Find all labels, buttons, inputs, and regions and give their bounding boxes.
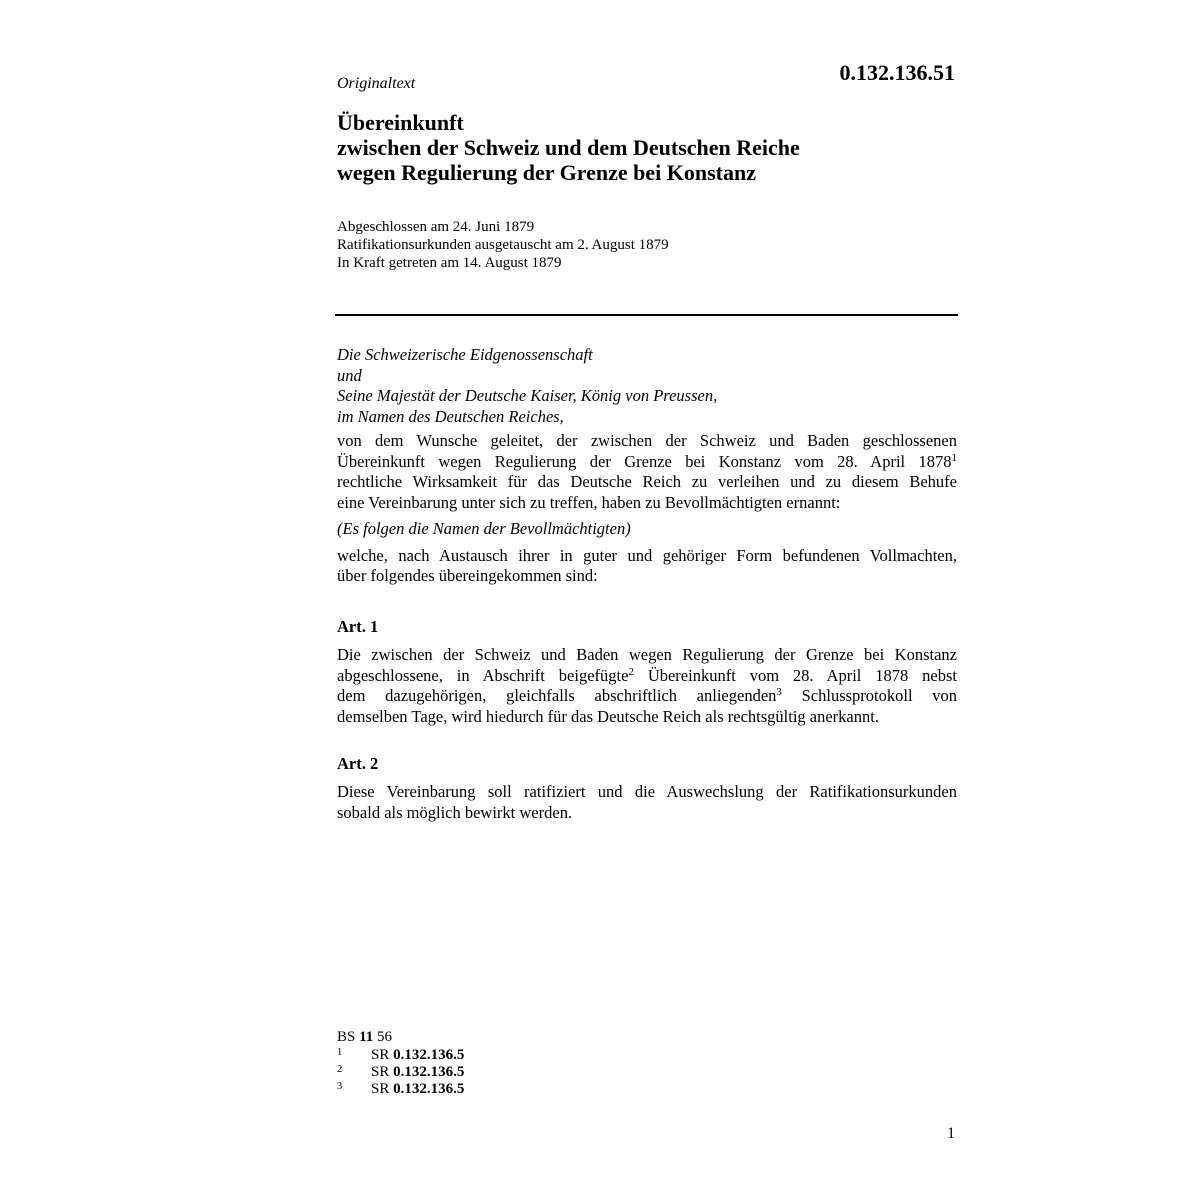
party-line: Die Schweizerische Eidgenossenschaft xyxy=(337,345,593,364)
text-segment: Übereinkunft vom 28. April 1878 nebst xyxy=(633,665,957,685)
text-segment: Übereinkunft wegen Regulierung der Grenze bei Konstanz vom 28. April 1878 xyxy=(337,451,952,471)
text-line: Diese Vereinbarung soll ratifiziert und die Auswechslung der Ratifikationsurkunden xyxy=(337,782,957,801)
text-segment: abgeschlossene, in Abschrift beigefügte xyxy=(337,665,629,685)
article-1-heading: Art. 1 xyxy=(337,617,379,636)
header-divider xyxy=(335,314,958,316)
preamble xyxy=(337,345,957,587)
text-line: Die zwischen der Schweiz und Baden wegen Regulierung der Grenze bei Konstanz xyxy=(337,645,957,664)
treaty-dates xyxy=(337,218,957,272)
footnote-text xyxy=(371,1081,464,1098)
text-line xyxy=(337,686,957,707)
preamble-paragraph-2 xyxy=(337,546,957,587)
text-line: über folgendes übereingekommen sind: xyxy=(337,566,598,585)
plenipotentiaries-note: (Es folgen die Namen der Bevollmächtigten) xyxy=(337,519,631,538)
page-number: 1 xyxy=(947,1125,955,1142)
text-line xyxy=(337,452,957,473)
party-line: Seine Majestät der Deutsche Kaiser, König von Preussen, xyxy=(337,386,718,405)
entry-into-force-date: In Kraft getreten am 14. August 1879 xyxy=(337,255,562,271)
bs-page: 56 xyxy=(373,1029,393,1045)
footnote-link[interactable]: 0.132.136.5 xyxy=(393,1081,465,1097)
party-line: und xyxy=(337,365,362,385)
article-2-body xyxy=(337,782,957,823)
footnote-link[interactable]: 0.132.136.5 xyxy=(393,1064,465,1080)
originaltext-label: Originaltext xyxy=(337,75,416,92)
contracting-parties xyxy=(337,345,957,427)
bs-volume: 11 xyxy=(359,1029,374,1045)
text-segment: dem dazugehörigen, gleichfalls abschriftlich anliegenden xyxy=(337,686,777,705)
footnote-link[interactable]: 0.132.136.5 xyxy=(393,1047,465,1063)
footnote-number: 2 xyxy=(337,1064,343,1075)
text-line xyxy=(337,666,957,687)
footnote-text xyxy=(371,1047,464,1064)
footnote-ref[interactable]: 2 xyxy=(628,665,634,678)
article-2-heading: Art. 2 xyxy=(337,754,379,773)
footnote-prefix: SR xyxy=(371,1081,394,1097)
sr-number: 0.132.136.51 xyxy=(839,60,955,85)
ratification-date: Ratifikationsurkunden ausgetauscht am 2. August 1879 xyxy=(337,237,669,253)
footnote-prefix: SR xyxy=(371,1047,394,1063)
text-line: demselben Tage, wird hiedurch für das Deutsche Reich als rechtsgültig anerkannt. xyxy=(337,706,879,726)
footnote-number: 1 xyxy=(337,1047,343,1058)
title-line: Übereinkunft xyxy=(337,110,464,135)
footnote-ref[interactable]: 1 xyxy=(951,451,957,464)
bs-prefix: BS xyxy=(337,1029,360,1045)
text-line: welche, nach Austausch ihrer in guter und gehöriger Form befundenen Vollmachten, xyxy=(337,545,957,565)
document-title xyxy=(337,110,957,185)
footnote-text xyxy=(371,1064,464,1081)
preamble-paragraph-1 xyxy=(337,431,957,513)
text-line: eine Vereinbarung unter sich zu treffen, haben zu Bevollmächtigten ernannt: xyxy=(337,492,841,512)
text-line: sobald als möglich bewirkt werden. xyxy=(337,802,573,822)
text-segment: Schlussprotokoll von xyxy=(781,686,957,705)
footnote-number: 3 xyxy=(337,1081,343,1092)
title-line: wegen Regulierung der Grenze bei Konstanz xyxy=(337,160,756,185)
concluded-date: Abgeschlossen am 24. Juni 1879 xyxy=(337,219,535,235)
bs-reference xyxy=(337,1029,392,1046)
footnote-prefix: SR xyxy=(371,1064,394,1080)
party-line: im Namen des Deutschen Reiches, xyxy=(337,406,564,426)
article-1-body xyxy=(337,645,957,727)
text-line: von dem Wunsche geleitet, der zwischen der Schweiz und Baden geschlossenen xyxy=(337,431,957,450)
footnote-ref[interactable]: 3 xyxy=(776,686,782,698)
text-line: rechtliche Wirksamkeit für das Deutsche Reich zu verleihen und zu diesem Behufe xyxy=(337,472,957,491)
title-line: zwischen der Schweiz und dem Deutschen Reiche xyxy=(337,135,800,160)
